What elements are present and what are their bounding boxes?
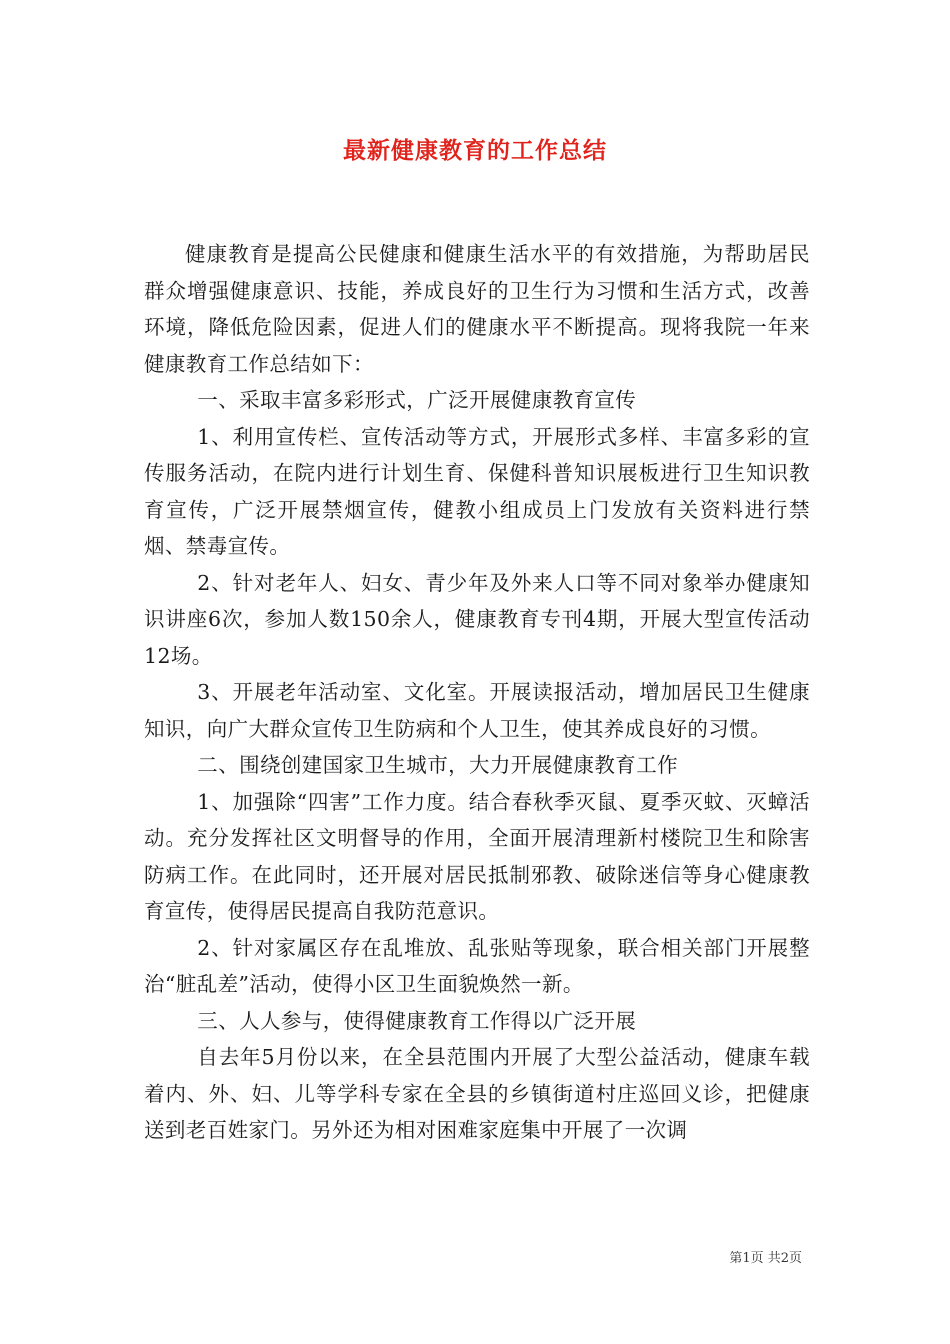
section-1-item-1: 1、利用宣传栏、宣传活动等方式，开展形式多样、丰富多彩的宣传服务活动，在院内进行计划生育、保健科普知识展板进行卫生知识教育宣传，广泛开展禁烟宣传，健教小组成员上门发放有关资料进行禁烟、禁毒宣传。 (144, 424, 810, 558)
section-3-paragraph: 自去年5月份以来，在全县范围内开展了大型公益活动，健康车载着内、外、妇、儿等学科专家在全县的乡镇街道村庄巡回义诊，把健康送到老百姓家门。另外还为相对困难家庭集中开展了一次调 (144, 1045, 810, 1142)
document-title: 最新健康教育的工作总结 (343, 138, 607, 164)
section-heading-1: 一、采取丰富多彩形式，广泛开展健康教育宣传 (197, 388, 637, 412)
page-number-footer: 第1页 共2页 (729, 1251, 802, 1266)
document-body (144, 236, 810, 1149)
section-heading-3: 三、人人参与，使得健康教育工作得以广泛开展 (197, 1008, 637, 1033)
intro-paragraph: 健康教育是提高公民健康和健康生活水平的有效措施，为帮助居民群众增强健康意识、技能，养成良好的卫生行为习惯和生活方式，改善环境，降低危险因素，促进人们的健康水平不断提高。现将我院一年来健康教育工作总结如下： (144, 242, 810, 376)
section-1-item-3: 3、开展老年活动室、文化室。开展读报活动，增加居民卫生健康知识，向广大群众宣传卫生防病和个人卫生，使其养成良好的习惯。 (144, 680, 810, 741)
section-2-item-1: 1、加强除“四害”工作力度。结合春秋季灭鼠、夏季灭蚊、灭蟑活动。充分发挥社区文明督导的作用，全面开展清理新村楼院卫生和除害防病工作。在此同时，还开展对居民抵制邪教、破除迷信等身心健康教育宣传，使得居民提高自我防范意识。 (144, 789, 810, 923)
section-2-item-2: 2、针对家属区存在乱堆放、乱张贴等现象，联合相关部门开展整治“脏乱差”活动，使得小区卫生面貌焕然一新。 (144, 935, 810, 996)
section-heading-2: 二、围绕创建国家卫生城市，大力开展健康教育工作 (197, 753, 678, 777)
section-1-item-2: 2、针对老年人、妇女、青少年及外来人口等不同对象举办健康知识讲座6次，参加人数150余人，健康教育专刊4期，开展大型宣传活动12场。 (144, 570, 810, 668)
